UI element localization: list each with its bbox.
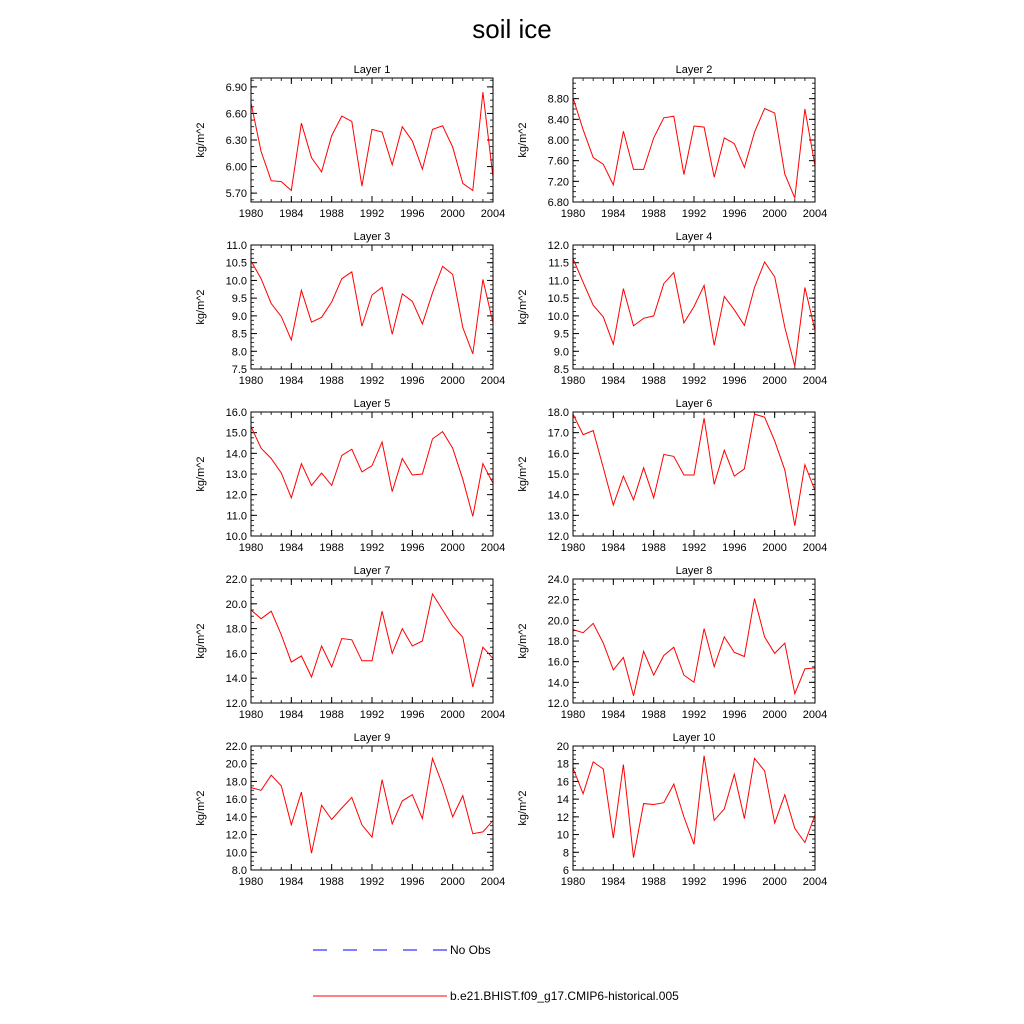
y-tick-label: 8.0: [231, 346, 247, 359]
x-tick-label: 1988: [641, 542, 666, 554]
x-tick-label: 1996: [400, 208, 425, 220]
y-tick-label: 14.0: [547, 677, 569, 690]
y-tick-label: 18.0: [547, 407, 569, 419]
y-tick-label: 8.80: [547, 93, 569, 106]
x-tick-label: 2004: [802, 375, 828, 387]
x-tick-label: 1992: [681, 709, 707, 721]
y-tick-label: 20.0: [225, 758, 247, 771]
x-tick-label: 1980: [560, 375, 586, 387]
x-tick-label: 1980: [238, 709, 264, 721]
y-tick-label: 17.0: [547, 427, 569, 440]
series-line: [573, 414, 815, 526]
y-axis-label: kg/m^2: [195, 456, 207, 492]
x-tick-label: 2000: [762, 375, 787, 387]
panel-layer-10: [517, 732, 827, 888]
x-tick-label: 1984: [279, 208, 304, 220]
x-tick-label: 1988: [641, 208, 666, 220]
y-axis-label: kg/m^2: [195, 289, 207, 325]
x-tick-label: 2004: [802, 876, 828, 888]
series-line: [573, 599, 815, 696]
panel-title: Layer 6: [675, 398, 713, 410]
y-tick-label: 10.5: [547, 293, 569, 306]
y-axis-label: kg/m^2: [517, 456, 529, 492]
panel-title: Layer 10: [672, 732, 716, 744]
x-tick-label: 2004: [480, 208, 506, 220]
series-line: [251, 92, 493, 190]
figure-title: soil ice: [472, 14, 552, 44]
panel-title: Layer 9: [353, 732, 391, 744]
y-tick-label: 15.0: [225, 427, 247, 440]
y-tick-label: 22.0: [225, 574, 247, 586]
y-axis-label: kg/m^2: [195, 790, 207, 826]
y-tick-label: 18.0: [547, 636, 569, 648]
x-tick-label: 1996: [722, 542, 747, 554]
plot-frame: [251, 412, 493, 536]
x-tick-label: 1992: [359, 876, 385, 888]
x-tick-label: 2004: [802, 709, 828, 721]
y-tick-label: 8.40: [547, 114, 569, 127]
y-tick-label: 20: [556, 741, 569, 753]
y-tick-label: 6.00: [225, 161, 247, 174]
y-tick-label: 6.80: [547, 197, 569, 209]
plot-frame: [251, 579, 493, 703]
series-line: [251, 427, 493, 517]
y-tick-label: 12.0: [225, 489, 247, 502]
x-tick-label: 2004: [480, 876, 506, 888]
series-line: [251, 594, 493, 687]
y-tick-label: 13.0: [225, 469, 247, 481]
y-tick-label: 11.0: [548, 275, 569, 288]
y-tick-label: 24.0: [547, 574, 569, 586]
x-tick-label: 1992: [681, 876, 707, 888]
x-tick-label: 2000: [440, 208, 465, 220]
x-tick-label: 1992: [359, 709, 385, 721]
x-tick-label: 1992: [681, 375, 707, 387]
x-tick-label: 1980: [238, 208, 264, 220]
y-axis-label: kg/m^2: [195, 122, 207, 158]
x-tick-label: 1988: [319, 208, 344, 220]
y-tick-label: 18.0: [225, 623, 247, 636]
x-tick-label: 2004: [802, 542, 828, 554]
panel-title: Layer 3: [353, 231, 391, 243]
panel-layer-4: [517, 231, 827, 387]
y-axis-label: kg/m^2: [517, 790, 529, 826]
y-tick-label: 10.0: [225, 275, 247, 288]
series-line: [573, 98, 815, 198]
x-tick-label: 1996: [722, 709, 747, 721]
y-tick-label: 8.5: [231, 328, 247, 341]
y-tick-label: 10.0: [225, 847, 247, 860]
x-tick-label: 2000: [440, 542, 465, 554]
panel-layer-5: [195, 398, 505, 554]
series-line: [573, 756, 815, 858]
x-tick-label: 1984: [279, 876, 304, 888]
y-tick-label: 22.0: [547, 594, 569, 607]
x-tick-label: 1980: [238, 876, 264, 888]
y-tick-label: 12.0: [547, 240, 569, 252]
y-tick-label: 11.0: [226, 510, 247, 523]
y-tick-label: 11.0: [226, 240, 247, 252]
series-line: [573, 259, 815, 367]
y-tick-label: 12.0: [225, 829, 247, 842]
y-tick-label: 18: [556, 758, 569, 771]
y-tick-label: 12: [556, 811, 569, 824]
x-tick-label: 1980: [238, 375, 264, 387]
x-tick-label: 1996: [400, 709, 425, 721]
x-tick-label: 1996: [722, 876, 747, 888]
panel-layer-7: [195, 565, 505, 721]
x-tick-label: 1992: [359, 542, 385, 554]
y-tick-label: 20.0: [225, 598, 247, 611]
series-line: [251, 261, 493, 354]
x-tick-label: 2004: [480, 709, 506, 721]
y-tick-label: 9.5: [553, 328, 569, 341]
panel-title: Layer 1: [353, 64, 391, 76]
x-tick-label: 2000: [440, 375, 465, 387]
y-tick-label: 14.0: [225, 811, 247, 824]
x-tick-label: 1980: [560, 208, 586, 220]
y-axis-label: kg/m^2: [195, 623, 207, 659]
y-tick-label: 8.5: [553, 364, 569, 376]
x-tick-label: 2004: [480, 542, 506, 554]
x-tick-label: 1980: [238, 542, 264, 554]
x-tick-label: 2004: [480, 375, 506, 387]
x-tick-label: 1984: [279, 709, 304, 721]
x-tick-label: 1984: [279, 542, 304, 554]
panel-layer-2: [517, 64, 827, 220]
x-tick-label: 1984: [601, 208, 626, 220]
y-tick-label: 12.0: [225, 698, 247, 710]
y-tick-label: 18.0: [225, 776, 247, 789]
panel-title: Layer 7: [353, 565, 391, 577]
x-tick-label: 1996: [400, 375, 425, 387]
y-tick-label: 9.0: [231, 310, 247, 323]
legend-label-model: b.e21.BHIST.f09_g17.CMIP6-historical.005: [450, 989, 679, 1003]
y-tick-label: 16.0: [225, 794, 247, 807]
panel-layer-8: [517, 565, 827, 721]
y-axis-label: kg/m^2: [517, 289, 529, 325]
x-tick-label: 1988: [641, 375, 666, 387]
plot-frame: [573, 579, 815, 703]
y-tick-label: 6.30: [225, 135, 247, 147]
y-tick-label: 7.60: [547, 155, 569, 168]
panel-title: Layer 4: [675, 231, 713, 243]
y-tick-label: 14.0: [225, 673, 247, 686]
x-tick-label: 1988: [319, 375, 344, 387]
y-tick-label: 8: [562, 847, 569, 860]
x-tick-label: 1996: [400, 542, 425, 554]
plot-frame: [251, 245, 493, 369]
y-tick-label: 10.5: [225, 257, 247, 270]
y-tick-label: 7.5: [231, 364, 247, 376]
y-tick-label: 6: [562, 865, 569, 877]
y-tick-label: 6.90: [225, 81, 247, 94]
x-tick-label: 2000: [762, 876, 787, 888]
y-tick-label: 16.0: [547, 656, 569, 669]
x-tick-label: 1988: [319, 876, 344, 888]
x-tick-label: 1988: [319, 542, 344, 554]
x-tick-label: 1988: [641, 876, 666, 888]
y-tick-label: 12.0: [547, 698, 569, 710]
y-tick-label: 16.0: [547, 448, 569, 461]
x-tick-label: 1980: [560, 709, 586, 721]
panel-layer-6: [517, 398, 827, 554]
y-tick-label: 5.70: [225, 188, 247, 201]
panel-layer-1: [195, 64, 505, 220]
x-tick-label: 1996: [722, 375, 747, 387]
x-tick-label: 1980: [560, 542, 586, 554]
y-axis-label: kg/m^2: [517, 122, 529, 158]
x-tick-label: 1988: [319, 709, 344, 721]
x-tick-label: 2000: [762, 208, 787, 220]
x-tick-label: 1996: [400, 876, 425, 888]
x-tick-label: 1992: [359, 375, 385, 387]
y-tick-label: 11.5: [548, 257, 569, 270]
panel-layer-3: [195, 231, 505, 387]
y-tick-label: 16: [556, 776, 569, 789]
x-tick-label: 1992: [681, 542, 707, 554]
series-line: [251, 758, 493, 853]
x-tick-label: 1984: [279, 375, 304, 387]
y-tick-label: 22.0: [225, 741, 247, 753]
x-tick-label: 1984: [601, 709, 626, 721]
x-tick-label: 1992: [359, 208, 385, 220]
x-tick-label: 1992: [681, 208, 707, 220]
panel-title: Layer 5: [353, 398, 391, 410]
y-tick-label: 13.0: [547, 510, 569, 523]
y-tick-label: 16.0: [225, 407, 247, 419]
x-tick-label: 2004: [802, 208, 828, 220]
y-tick-label: 12.0: [547, 531, 569, 543]
x-tick-label: 1984: [601, 375, 626, 387]
legend-label-no-obs: No Obs: [450, 943, 491, 957]
x-tick-label: 1984: [601, 542, 626, 554]
panel-layer-9: [195, 732, 505, 888]
plot-frame: [251, 78, 493, 202]
y-tick-label: 6.60: [225, 108, 247, 121]
panel-title: Layer 2: [675, 64, 713, 76]
x-tick-label: 2000: [762, 542, 787, 554]
y-tick-label: 14.0: [547, 489, 569, 502]
y-tick-label: 20.0: [547, 615, 569, 628]
x-tick-label: 1984: [601, 876, 626, 888]
x-tick-label: 1980: [560, 876, 586, 888]
y-tick-label: 10.0: [547, 310, 569, 323]
y-tick-label: 16.0: [225, 648, 247, 661]
y-tick-label: 15.0: [547, 469, 569, 481]
y-tick-label: 14: [556, 794, 569, 807]
y-tick-label: 8.0: [231, 865, 247, 877]
y-tick-label: 14.0: [225, 448, 247, 461]
y-axis-label: kg/m^2: [517, 623, 529, 659]
x-tick-label: 2000: [762, 709, 787, 721]
x-tick-label: 2000: [440, 709, 465, 721]
y-tick-label: 8.00: [547, 135, 569, 147]
x-tick-label: 1988: [641, 709, 666, 721]
y-tick-label: 7.20: [547, 176, 569, 189]
x-tick-label: 2000: [440, 876, 465, 888]
panel-title: Layer 8: [675, 565, 713, 577]
x-tick-label: 1996: [722, 208, 747, 220]
y-tick-label: 10.0: [225, 531, 247, 543]
y-tick-label: 10: [556, 829, 569, 842]
y-tick-label: 9.5: [231, 293, 247, 306]
y-tick-label: 9.0: [553, 346, 569, 359]
